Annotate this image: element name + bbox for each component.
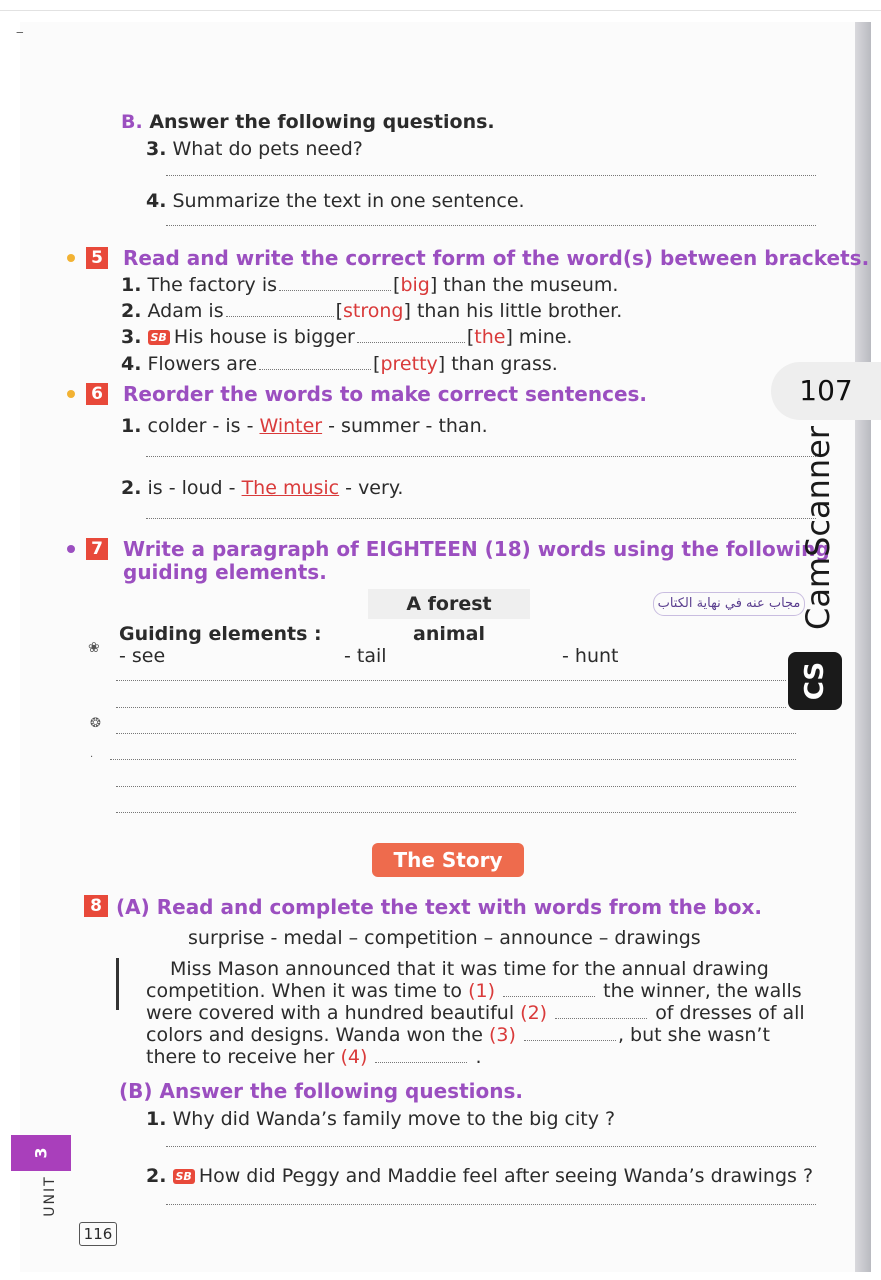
unit-label: UNIT bbox=[42, 1175, 58, 1217]
writing-line[interactable] bbox=[116, 786, 796, 787]
fill-blank[interactable] bbox=[524, 1039, 616, 1041]
answer-line[interactable] bbox=[166, 175, 816, 176]
part-b-question-1: 1. Why did Wanda’s family move to the big city ? bbox=[146, 1108, 616, 1130]
word-box: surprise - medal – competition – announce – drawings bbox=[188, 927, 701, 949]
story-text-line-4: colors and designs. Wanda won the (3) , but she wasn’t bbox=[146, 1024, 770, 1046]
answer-key-note: مجاب عنه في نهاية الكتاب bbox=[653, 592, 805, 616]
answer-line[interactable] bbox=[166, 1204, 816, 1205]
writing-line[interactable] bbox=[110, 759, 796, 760]
page-edge-shadow bbox=[855, 22, 871, 1272]
story-text-line-2: competition. When it was time to (1) the winner, the walls bbox=[146, 980, 802, 1002]
guiding-element: - tail bbox=[344, 645, 387, 667]
topic-box: A forest animal bbox=[368, 589, 530, 619]
fill-blank[interactable] bbox=[259, 368, 371, 370]
story-title-banner: The Story bbox=[372, 843, 524, 877]
top-rule bbox=[0, 10, 881, 11]
ex5-item-1: 1. The factory is [big] than the museum. bbox=[121, 274, 619, 296]
question-3: 3. What do pets need? bbox=[146, 138, 363, 160]
margin-mark: ‒ bbox=[16, 25, 24, 39]
exercise-8-number: 8 bbox=[84, 895, 108, 917]
animal-doodle-icon: ❂ bbox=[90, 716, 101, 731]
story-text-line-1: Miss Mason announced that it was time for the annual drawing bbox=[170, 958, 769, 980]
exercise-7-heading-line-2: guiding elements. bbox=[123, 560, 327, 584]
guiding-elements-label: Guiding elements : bbox=[119, 623, 322, 645]
guiding-element: - see bbox=[119, 645, 166, 667]
guiding-element: - hunt bbox=[562, 645, 619, 667]
fill-blank[interactable] bbox=[503, 995, 595, 997]
student-book-icon: SB bbox=[148, 330, 170, 345]
ex5-item-2: 2. Adam is [strong] than his little brother. bbox=[121, 300, 623, 322]
exercise-6-heading: Reorder the words to make correct sentences. bbox=[123, 382, 648, 406]
writing-line[interactable] bbox=[116, 680, 786, 681]
fill-blank[interactable] bbox=[279, 289, 391, 291]
exercise-6-number: 6 bbox=[86, 383, 108, 405]
story-text-line-3: were covered with a hundred beautiful (2) of dresses of all bbox=[146, 1002, 805, 1024]
ex6-item-2: 2. is - loud - The music - very. bbox=[121, 477, 404, 499]
bird-doodle-icon: ❀ bbox=[88, 640, 100, 656]
question-4: 4. Summarize the text in one sentence. bbox=[146, 190, 525, 212]
ex5-item-4: 4. Flowers are [pretty] than grass. bbox=[121, 353, 558, 375]
bullet-dot bbox=[67, 390, 75, 398]
answer-line[interactable] bbox=[146, 518, 816, 519]
writing-line[interactable] bbox=[116, 707, 786, 708]
fill-blank[interactable] bbox=[226, 315, 334, 317]
part-b-question-2: 2. SB How did Peggy and Maddie feel after seeing Wanda’s drawings ? bbox=[146, 1165, 814, 1187]
bullet-dot bbox=[67, 545, 75, 553]
answer-line[interactable] bbox=[146, 456, 816, 457]
exercise-7-number: 7 bbox=[86, 538, 108, 560]
bullet-dot bbox=[67, 254, 75, 262]
overlay-page-counter: 107 bbox=[771, 362, 881, 420]
exercise-5-heading: Read and write the correct form of the word(s) between brackets. bbox=[123, 246, 870, 270]
story-text-line-5: there to receive her (4) . bbox=[146, 1046, 482, 1068]
camscanner-logo-icon: CS bbox=[788, 652, 842, 710]
camscanner-watermark: CamScanner bbox=[799, 425, 837, 631]
writing-line[interactable] bbox=[116, 733, 796, 734]
exercise-5-number: 5 bbox=[86, 247, 108, 269]
writing-line[interactable] bbox=[116, 812, 796, 813]
exercise-8-heading: (A) Read and complete the text with words from the box. bbox=[116, 895, 762, 919]
ex5-item-3: 3. SB His house is bigger [the] mine. bbox=[121, 326, 573, 348]
fill-blank[interactable] bbox=[357, 341, 465, 343]
fill-blank[interactable] bbox=[375, 1061, 467, 1063]
margin-mark: · bbox=[90, 752, 94, 763]
answer-line[interactable] bbox=[166, 225, 816, 226]
part-b-heading: (B) Answer the following questions. bbox=[119, 1079, 523, 1103]
section-b-heading: B. Answer the following questions. bbox=[121, 111, 495, 133]
exercise-7-heading-line-1: Write a paragraph of EIGHTEEN (18) words using the following bbox=[123, 537, 830, 561]
margin-bracket-mark bbox=[116, 958, 119, 1010]
answer-line[interactable] bbox=[166, 1146, 816, 1147]
ex6-item-1: 1. colder - is - Winter - summer - than. bbox=[121, 415, 488, 437]
student-book-icon: SB bbox=[173, 1169, 195, 1184]
fill-blank[interactable] bbox=[555, 1017, 647, 1019]
unit-number: 3 bbox=[31, 1147, 51, 1159]
page-number: 116 bbox=[79, 1222, 117, 1246]
